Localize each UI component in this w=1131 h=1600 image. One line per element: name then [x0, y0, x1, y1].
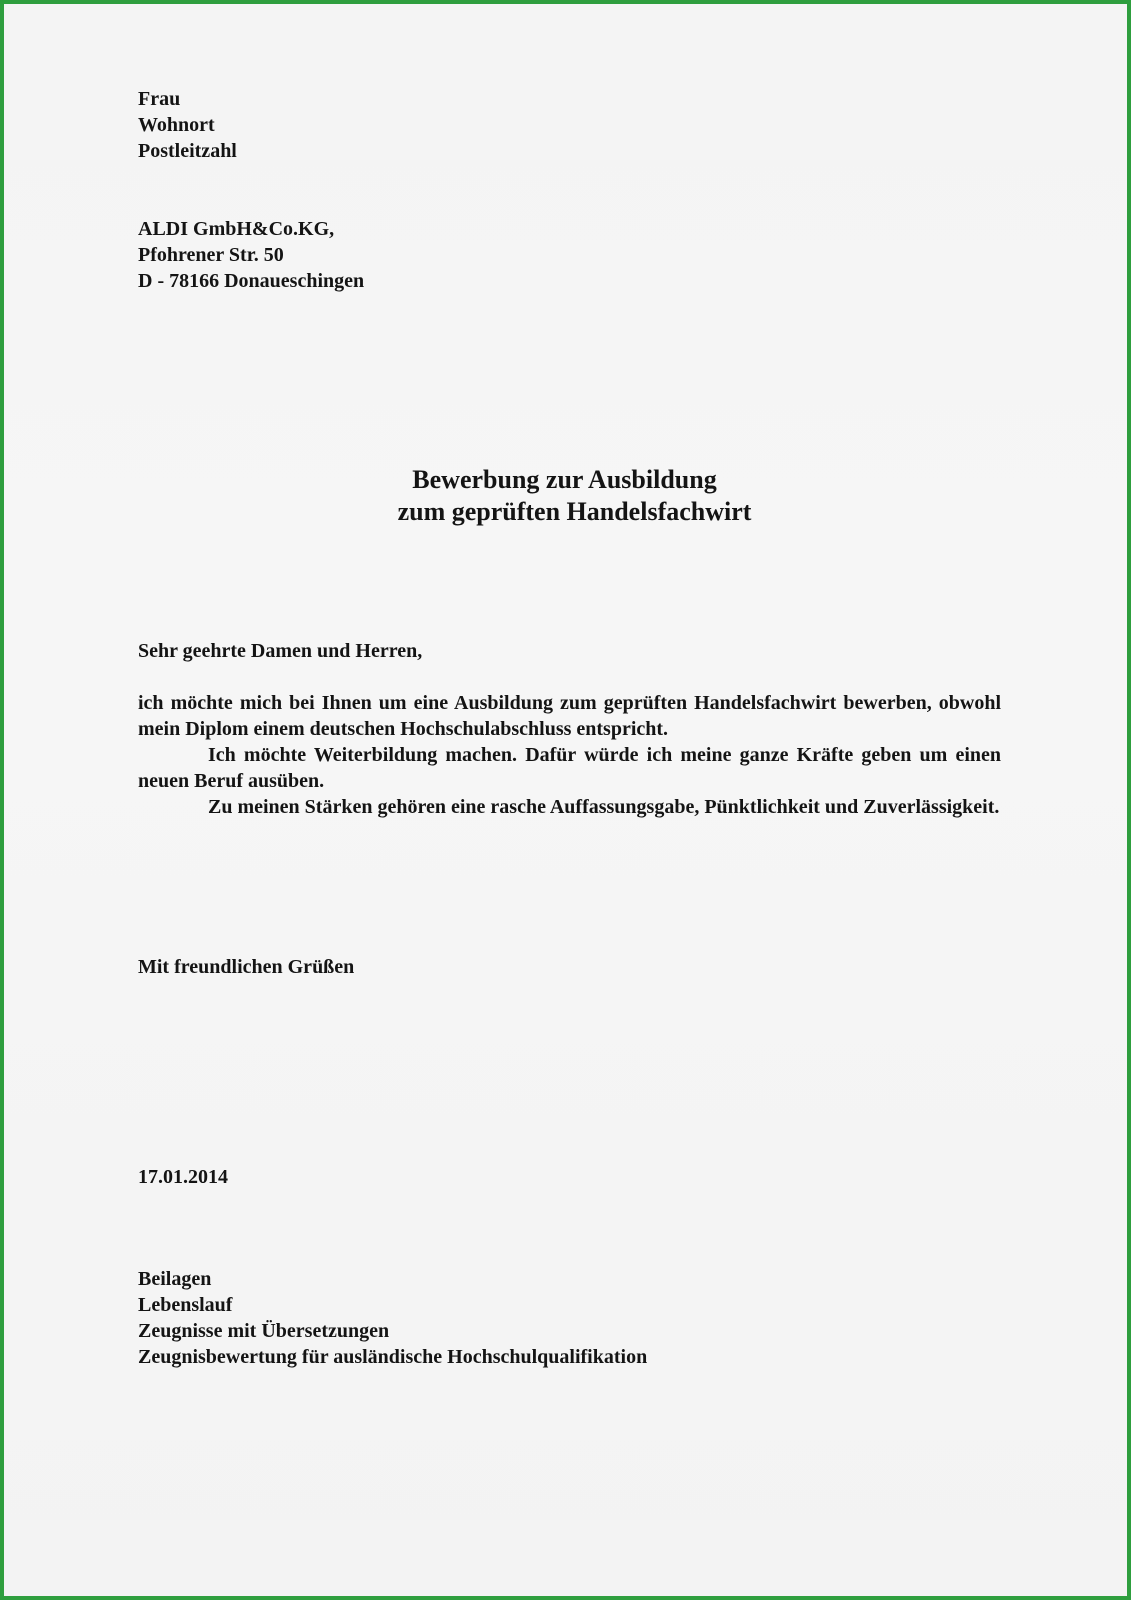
- enclosure-item: Lebenslauf: [138, 1294, 233, 1316]
- subject-heading: [4, 464, 1131, 528]
- recipient-line: ALDI GmbH&Co.KG,: [138, 218, 335, 240]
- recipient-line: Pfohrener Str. 50: [138, 244, 284, 266]
- recipient-address: [138, 216, 364, 294]
- salutation: Sehr geehrte Damen und Herren,: [138, 640, 423, 662]
- letter-body: [138, 690, 1001, 820]
- subject-line: Bewerbung zur Ausbildung: [412, 465, 717, 494]
- enclosures-heading: Beilagen: [138, 1268, 212, 1290]
- enclosure-item: Zeugnisbewertung für ausländische Hochschulqualifikation: [138, 1346, 648, 1368]
- sender-line: Wohnort: [138, 114, 215, 136]
- enclosure-item: Zeugnisse mit Übersetzungen: [138, 1320, 390, 1342]
- body-paragraph: Ich möchte Weiterbildung machen. Dafür würde ich meine ganze Kräfte geben um einen neuen Beruf ausüben.: [138, 744, 1001, 792]
- sender-address: [138, 86, 237, 164]
- body-paragraph: ich möchte mich bei Ihnen um eine Ausbildung zum geprüften Handelsfachwirt bewerben, obwohl mein Diplom einem deutschen Hochschulabschluss entspricht.: [138, 692, 1001, 740]
- letter-date: 17.01.2014: [138, 1166, 228, 1188]
- enclosures-list: [138, 1266, 647, 1370]
- closing: Mit freundlichen Grüßen: [138, 956, 355, 978]
- recipient-line: D - 78166 Donaueschingen: [138, 270, 365, 292]
- body-paragraph: Zu meinen Stärken gehören eine rasche Auffassungsgabe, Pünktlichkeit und Zuverlässigkeit.: [208, 796, 1000, 818]
- sender-line: Postleitzahl: [138, 140, 237, 162]
- sender-line: Frau: [138, 88, 181, 110]
- subject-line: zum geprüften Handelsfachwirt: [397, 497, 752, 526]
